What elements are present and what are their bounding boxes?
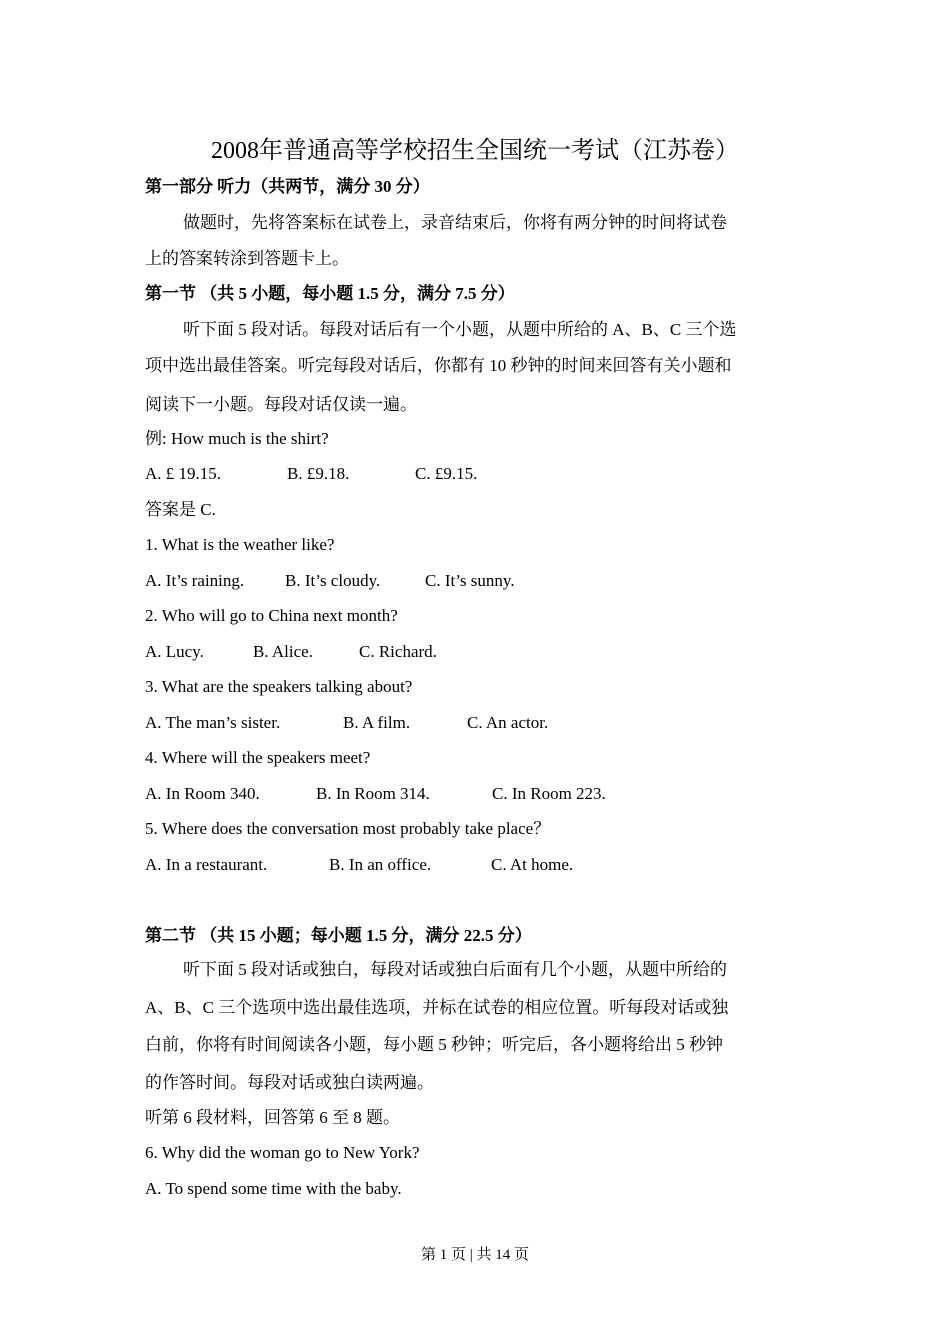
option-a: A. £ 19.15. [145, 464, 222, 483]
question-3-options [145, 712, 548, 734]
page-title: 2008年普通高等学校招生全国统一考试（江苏卷） [211, 138, 739, 164]
section2-instruction-line: A、B、C 三个选项中选出最佳选项，并标在试卷的相应位置。听每段对话或独 [145, 998, 729, 1017]
section2-instruction-line: 白前，你将有时间阅读各小题，每小题 5 秒钟；听完后，各小题将给出 5 秒钟 [145, 1035, 723, 1054]
page-footer: 第 1 页 | 共 14 页 [420, 1247, 529, 1263]
section1-instruction-line: 项中选出最佳答案。听完每段对话后，你都有 10 秒钟的时间来回答有关小题和 [145, 356, 732, 375]
question-1: 1. What is the weather like? [145, 535, 335, 554]
part1-heading: 第一部分 听力（共两节，满分 30 分） [145, 177, 430, 196]
option-b: B. £9.18. [287, 464, 350, 483]
part1-instruction-line: 上的答案转涂到答题卡上。 [145, 249, 349, 268]
section1-instruction-line: 阅读下一小题。每段对话仅读一遍。 [145, 395, 417, 414]
question-5-options [145, 854, 573, 876]
question-4-options [145, 783, 606, 805]
option-b: B. Alice. [253, 642, 313, 661]
section2-instruction-line: 的作答时间。每段对话或独白读两遍。 [145, 1073, 434, 1092]
material-note: 听第 6 段材料，回答第 6 至 8 题。 [145, 1108, 400, 1127]
option-a: A. The man’s sister. [145, 713, 281, 732]
example-options [145, 463, 477, 485]
option-a: A. In a restaurant. [145, 855, 268, 874]
option-b: B. It’s cloudy. [285, 571, 381, 590]
section1-instruction-line: 听下面 5 段对话。每段对话后有一个小题，从题中所给的 A、B、C 三个选 [183, 320, 737, 339]
option-a: A. It’s raining. [145, 571, 245, 590]
example-question: 例: How much is the shirt? [145, 429, 329, 448]
part1-instruction-line: 做题时，先将答案标在试卷上，录音结束后，你将有两分钟的时间将试卷 [183, 213, 727, 232]
example-answer: 答案是 C. [145, 500, 216, 519]
option-c: C. In Room 223. [492, 784, 606, 803]
option-a: A. Lucy. [145, 642, 204, 661]
section2-heading: 第二节 （共 15 小题；每小题 1.5 分，满分 22.5 分） [145, 926, 532, 945]
option-c: C. An actor. [467, 713, 549, 732]
option-a: A. In Room 340. [145, 784, 260, 803]
question-6: 6. Why did the woman go to New York? [145, 1143, 420, 1162]
question-1-options [145, 570, 515, 592]
question-6-option-a: A. To spend some time with the baby. [145, 1179, 402, 1198]
option-c: C. At home. [491, 855, 574, 874]
option-c: C. Richard. [359, 642, 437, 661]
question-5: 5. Where does the conversation most probably take place？ [145, 819, 551, 838]
option-b: B. In an office. [329, 855, 432, 874]
option-b: B. In Room 314. [316, 784, 430, 803]
question-2-options [145, 641, 437, 663]
question-3: 3. What are the speakers talking about? [145, 677, 413, 696]
section2-instruction-line: 听下面 5 段对话或独白，每段对话或独白后面有几个小题，从题中所给的 [183, 960, 727, 979]
section1-heading: 第一节 （共 5 小题，每小题 1.5 分，满分 7.5 分） [145, 284, 515, 303]
option-c: C. £9.15. [415, 464, 478, 483]
option-c: C. It’s sunny. [425, 571, 515, 590]
question-2: 2. Who will go to China next month? [145, 606, 398, 625]
question-4: 4. Where will the speakers meet? [145, 748, 371, 767]
option-b: B. A film. [343, 713, 411, 732]
